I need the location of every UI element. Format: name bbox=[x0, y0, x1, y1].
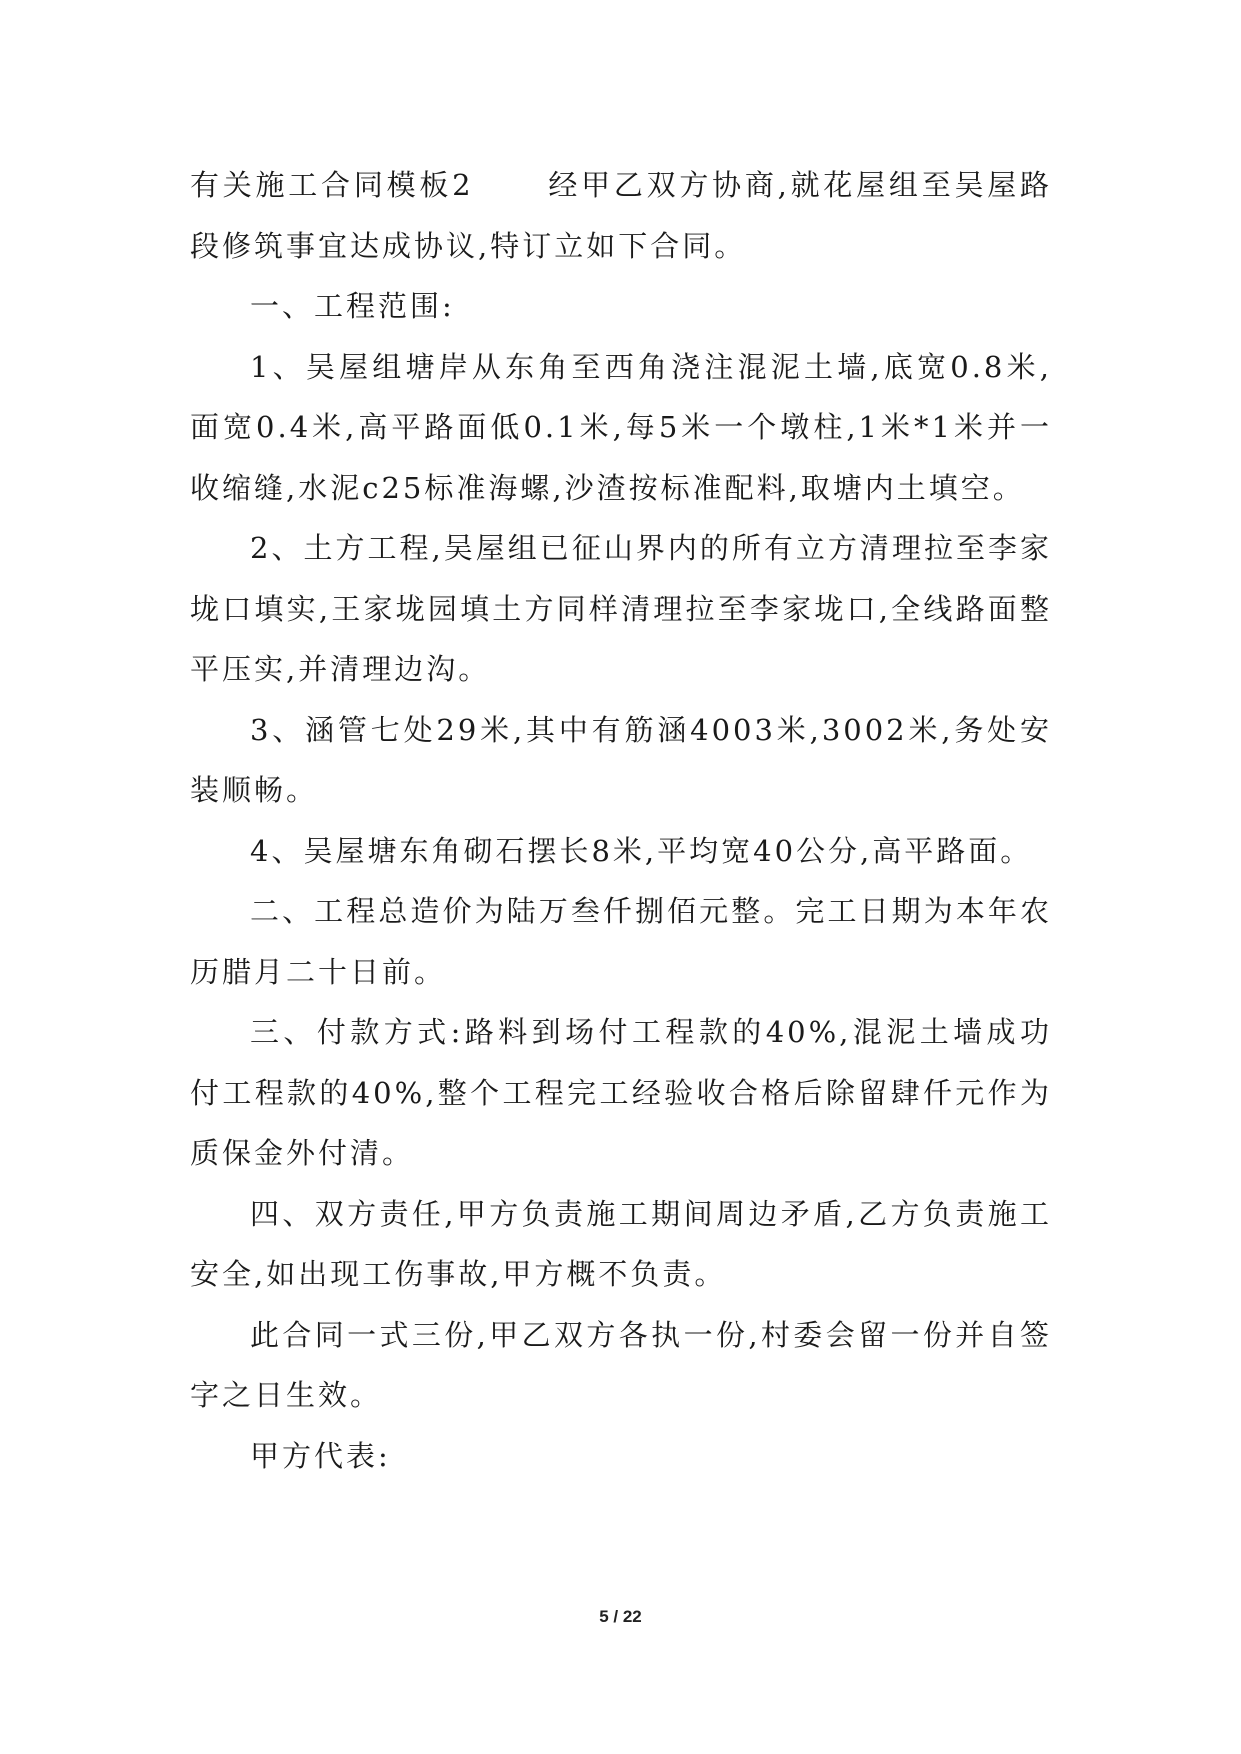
party-a-representative: 甲方代表: bbox=[250, 1438, 391, 1473]
paragraph-total-cost: 二、工程总造价为陆万叁仟捌佰元整。完工日期为本年农历腊月二十日前。 bbox=[190, 894, 1052, 989]
paragraph-intro bbox=[190, 155, 1052, 276]
paragraph-copies: 此合同一式三份,甲乙双方各执一份,村委会留一份并自签字之日生效。 bbox=[190, 1317, 1052, 1412]
paragraph-item-1: 1、吴屋组塘岸从东角至西角浇注混泥土墙,底宽0.8米,面宽0.4米,高平路面低0.1米,每5米一个墩柱,1米*1米并一收缩缝,水泥c25标准海螺,沙渣按标准配料,取塘内土填空。 bbox=[190, 349, 1052, 505]
paragraph-item-2: 2、土方工程,吴屋组已征山界内的所有立方清理拉至李家垅口填实,王家垅园填土方同样清理拉至李家垅口,全线路面整平压实,并清理边沟。 bbox=[190, 531, 1052, 686]
paragraph-item-3: 3、涵管七处29米,其中有筋涵4003米,3002米,务处安装顺畅。 bbox=[190, 712, 1052, 807]
page-number: 5 / 22 bbox=[599, 1607, 642, 1626]
paragraph-intro-text: 经甲乙双方协商,就花屋组至吴屋路段修筑事宜达成协议,特订立如下合同。 bbox=[190, 168, 1052, 263]
paragraph-responsibility: 四、双方责任,甲方负责施工期间周边矛盾,乙方负责施工安全,如出现工伤事故,甲方概不负责。 bbox=[190, 1196, 1052, 1291]
section-heading-scope: 一、工程范围: bbox=[250, 289, 455, 323]
paragraph-payment: 三、付款方式:路料到场付工程款的40%,混泥土墙成功付工程款的40%,整个工程完工经验收合格后除留肆仟元作为质保金外付清。 bbox=[190, 1015, 1052, 1170]
document-title: 有关施工合同模板2 bbox=[190, 168, 474, 202]
document-body bbox=[190, 155, 1052, 1486]
paragraph-item-4: 4、吴屋塘东角砌石摆长8米,平均宽40公分,高平路面。 bbox=[250, 833, 1033, 868]
